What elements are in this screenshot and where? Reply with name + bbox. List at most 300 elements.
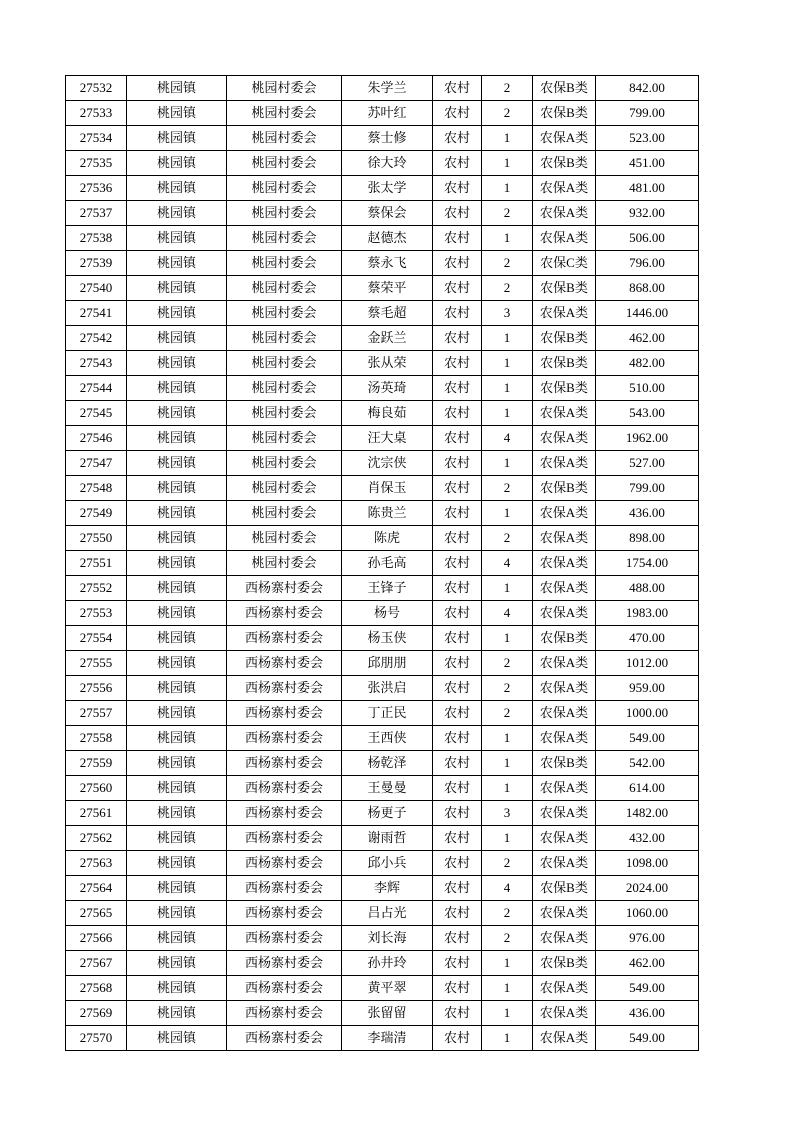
cell-person-count: 1	[482, 151, 533, 176]
cell-amount: 549.00	[596, 1026, 699, 1051]
cell-residence-type: 农村	[433, 901, 482, 926]
cell-residence-type: 农村	[433, 926, 482, 951]
cell-insurance-category: 农保B类	[533, 951, 596, 976]
cell-residence-type: 农村	[433, 276, 482, 301]
table-row	[66, 251, 699, 276]
cell-insurance-category: 农保A类	[533, 451, 596, 476]
cell-id: 27544	[66, 376, 127, 401]
cell-town: 桃园镇	[127, 601, 227, 626]
cell-insurance-category: 农保A类	[533, 701, 596, 726]
cell-town: 桃园镇	[127, 1026, 227, 1051]
cell-person-count: 1	[482, 501, 533, 526]
cell-amount: 506.00	[596, 226, 699, 251]
cell-id: 27545	[66, 401, 127, 426]
payment-table	[65, 75, 699, 1051]
table-row	[66, 1026, 699, 1051]
cell-person-count: 1	[482, 126, 533, 151]
cell-insurance-category: 农保B类	[533, 151, 596, 176]
cell-village-committee: 西杨寨村委会	[227, 726, 342, 751]
cell-village-committee: 桃园村委会	[227, 176, 342, 201]
cell-person-count: 1	[482, 451, 533, 476]
cell-residence-type: 农村	[433, 726, 482, 751]
cell-town: 桃园镇	[127, 326, 227, 351]
cell-name: 王曼曼	[342, 776, 433, 801]
table-row	[66, 451, 699, 476]
cell-town: 桃园镇	[127, 651, 227, 676]
cell-id: 27559	[66, 751, 127, 776]
cell-village-committee: 西杨寨村委会	[227, 776, 342, 801]
cell-id: 27562	[66, 826, 127, 851]
cell-insurance-category: 农保A类	[533, 1001, 596, 1026]
cell-village-committee: 西杨寨村委会	[227, 576, 342, 601]
table-row	[66, 226, 699, 251]
table-row	[66, 326, 699, 351]
cell-village-committee: 西杨寨村委会	[227, 751, 342, 776]
cell-amount: 898.00	[596, 526, 699, 551]
cell-residence-type: 农村	[433, 651, 482, 676]
cell-village-committee: 桃园村委会	[227, 251, 342, 276]
cell-id: 27552	[66, 576, 127, 601]
cell-person-count: 4	[482, 426, 533, 451]
cell-residence-type: 农村	[433, 376, 482, 401]
cell-insurance-category: 农保B类	[533, 751, 596, 776]
cell-insurance-category: 农保A类	[533, 301, 596, 326]
cell-name: 王锋子	[342, 576, 433, 601]
cell-person-count: 3	[482, 801, 533, 826]
cell-village-committee: 桃园村委会	[227, 301, 342, 326]
cell-town: 桃园镇	[127, 176, 227, 201]
cell-person-count: 1	[482, 626, 533, 651]
cell-insurance-category: 农保B类	[533, 276, 596, 301]
cell-amount: 1060.00	[596, 901, 699, 926]
cell-amount: 1000.00	[596, 701, 699, 726]
cell-village-committee: 西杨寨村委会	[227, 801, 342, 826]
cell-town: 桃园镇	[127, 451, 227, 476]
cell-amount: 1482.00	[596, 801, 699, 826]
cell-person-count: 1	[482, 326, 533, 351]
cell-name: 李辉	[342, 876, 433, 901]
cell-village-committee: 桃园村委会	[227, 276, 342, 301]
cell-residence-type: 农村	[433, 526, 482, 551]
cell-name: 金跃兰	[342, 326, 433, 351]
cell-id: 27564	[66, 876, 127, 901]
cell-town: 桃园镇	[127, 926, 227, 951]
cell-insurance-category: 农保A类	[533, 551, 596, 576]
cell-amount: 549.00	[596, 726, 699, 751]
cell-residence-type: 农村	[433, 951, 482, 976]
cell-amount: 614.00	[596, 776, 699, 801]
cell-residence-type: 农村	[433, 151, 482, 176]
cell-residence-type: 农村	[433, 576, 482, 601]
cell-town: 桃园镇	[127, 501, 227, 526]
cell-person-count: 2	[482, 651, 533, 676]
cell-village-committee: 西杨寨村委会	[227, 701, 342, 726]
cell-amount: 510.00	[596, 376, 699, 401]
cell-residence-type: 农村	[433, 1026, 482, 1051]
cell-person-count: 3	[482, 301, 533, 326]
cell-id: 27550	[66, 526, 127, 551]
cell-town: 桃园镇	[127, 701, 227, 726]
table-row	[66, 526, 699, 551]
cell-village-committee: 桃园村委会	[227, 426, 342, 451]
cell-village-committee: 西杨寨村委会	[227, 601, 342, 626]
table-row	[66, 901, 699, 926]
cell-amount: 432.00	[596, 826, 699, 851]
table-row	[66, 476, 699, 501]
cell-town: 桃园镇	[127, 901, 227, 926]
cell-person-count: 1	[482, 976, 533, 1001]
cell-village-committee: 西杨寨村委会	[227, 976, 342, 1001]
cell-name: 杨更子	[342, 801, 433, 826]
cell-name: 谢雨哲	[342, 826, 433, 851]
cell-amount: 488.00	[596, 576, 699, 601]
cell-village-committee: 桃园村委会	[227, 201, 342, 226]
cell-person-count: 4	[482, 876, 533, 901]
cell-insurance-category: 农保A类	[533, 851, 596, 876]
table-row	[66, 276, 699, 301]
cell-village-committee: 桃园村委会	[227, 151, 342, 176]
cell-name: 杨号	[342, 601, 433, 626]
cell-name: 张留留	[342, 1001, 433, 1026]
cell-town: 桃园镇	[127, 301, 227, 326]
cell-insurance-category: 农保A类	[533, 501, 596, 526]
cell-town: 桃园镇	[127, 401, 227, 426]
table-row	[66, 551, 699, 576]
cell-person-count: 1	[482, 576, 533, 601]
cell-id: 27546	[66, 426, 127, 451]
cell-town: 桃园镇	[127, 751, 227, 776]
cell-amount: 796.00	[596, 251, 699, 276]
cell-name: 杨乾泽	[342, 751, 433, 776]
cell-name: 汤英琦	[342, 376, 433, 401]
cell-person-count: 1	[482, 951, 533, 976]
cell-residence-type: 农村	[433, 876, 482, 901]
cell-residence-type: 农村	[433, 401, 482, 426]
cell-town: 桃园镇	[127, 101, 227, 126]
cell-town: 桃园镇	[127, 676, 227, 701]
table-row	[66, 626, 699, 651]
cell-village-committee: 西杨寨村委会	[227, 826, 342, 851]
cell-amount: 549.00	[596, 976, 699, 1001]
cell-town: 桃园镇	[127, 576, 227, 601]
cell-residence-type: 农村	[433, 201, 482, 226]
cell-residence-type: 农村	[433, 751, 482, 776]
cell-insurance-category: 农保B类	[533, 351, 596, 376]
cell-insurance-category: 农保B类	[533, 326, 596, 351]
cell-town: 桃园镇	[127, 351, 227, 376]
cell-amount: 959.00	[596, 676, 699, 701]
cell-name: 王西侠	[342, 726, 433, 751]
cell-insurance-category: 农保B类	[533, 476, 596, 501]
cell-person-count: 1	[482, 1001, 533, 1026]
table-row	[66, 176, 699, 201]
cell-insurance-category: 农保A类	[533, 201, 596, 226]
cell-person-count: 2	[482, 201, 533, 226]
table-row	[66, 801, 699, 826]
cell-amount: 542.00	[596, 751, 699, 776]
cell-town: 桃园镇	[127, 626, 227, 651]
cell-village-committee: 桃园村委会	[227, 476, 342, 501]
cell-amount: 436.00	[596, 501, 699, 526]
table-row	[66, 976, 699, 1001]
cell-insurance-category: 农保C类	[533, 251, 596, 276]
cell-id: 27541	[66, 301, 127, 326]
cell-person-count: 2	[482, 251, 533, 276]
cell-id: 27560	[66, 776, 127, 801]
cell-id: 27561	[66, 801, 127, 826]
cell-amount: 462.00	[596, 951, 699, 976]
cell-person-count: 1	[482, 226, 533, 251]
cell-id: 27532	[66, 76, 127, 101]
table-row	[66, 701, 699, 726]
cell-residence-type: 农村	[433, 301, 482, 326]
cell-person-count: 2	[482, 101, 533, 126]
cell-amount: 1754.00	[596, 551, 699, 576]
cell-name: 陈虎	[342, 526, 433, 551]
cell-person-count: 2	[482, 76, 533, 101]
cell-person-count: 2	[482, 676, 533, 701]
cell-amount: 1098.00	[596, 851, 699, 876]
cell-insurance-category: 农保A类	[533, 401, 596, 426]
cell-village-committee: 西杨寨村委会	[227, 676, 342, 701]
cell-amount: 868.00	[596, 276, 699, 301]
cell-village-committee: 桃园村委会	[227, 101, 342, 126]
cell-village-committee: 桃园村委会	[227, 126, 342, 151]
table-row	[66, 76, 699, 101]
cell-id: 27547	[66, 451, 127, 476]
cell-person-count: 2	[482, 851, 533, 876]
cell-town: 桃园镇	[127, 1001, 227, 1026]
cell-amount: 523.00	[596, 126, 699, 151]
cell-id: 27537	[66, 201, 127, 226]
cell-name: 杨玉侠	[342, 626, 433, 651]
cell-village-committee: 西杨寨村委会	[227, 626, 342, 651]
table-row	[66, 151, 699, 176]
cell-village-committee: 西杨寨村委会	[227, 926, 342, 951]
cell-name: 肖保玉	[342, 476, 433, 501]
table-row	[66, 726, 699, 751]
cell-amount: 543.00	[596, 401, 699, 426]
cell-amount: 976.00	[596, 926, 699, 951]
cell-id: 27570	[66, 1026, 127, 1051]
cell-name: 汪大桌	[342, 426, 433, 451]
cell-town: 桃园镇	[127, 976, 227, 1001]
cell-residence-type: 农村	[433, 226, 482, 251]
cell-name: 李瑞清	[342, 1026, 433, 1051]
cell-village-committee: 西杨寨村委会	[227, 1026, 342, 1051]
table-row	[66, 301, 699, 326]
cell-person-count: 1	[482, 826, 533, 851]
cell-insurance-category: 农保A类	[533, 976, 596, 1001]
cell-amount: 482.00	[596, 351, 699, 376]
cell-village-committee: 桃园村委会	[227, 351, 342, 376]
cell-name: 蔡保会	[342, 201, 433, 226]
cell-name: 吕占光	[342, 901, 433, 926]
cell-person-count: 2	[482, 926, 533, 951]
cell-name: 苏叶红	[342, 101, 433, 126]
cell-insurance-category: 农保A类	[533, 426, 596, 451]
cell-id: 27556	[66, 676, 127, 701]
cell-town: 桃园镇	[127, 726, 227, 751]
cell-town: 桃园镇	[127, 551, 227, 576]
cell-residence-type: 农村	[433, 251, 482, 276]
cell-insurance-category: 农保A类	[533, 176, 596, 201]
cell-town: 桃园镇	[127, 826, 227, 851]
table-row	[66, 676, 699, 701]
cell-town: 桃园镇	[127, 476, 227, 501]
table-row	[66, 401, 699, 426]
cell-town: 桃园镇	[127, 426, 227, 451]
cell-amount: 527.00	[596, 451, 699, 476]
cell-name: 张太学	[342, 176, 433, 201]
cell-amount: 436.00	[596, 1001, 699, 1026]
cell-insurance-category: 农保A类	[533, 676, 596, 701]
cell-residence-type: 农村	[433, 601, 482, 626]
cell-amount: 451.00	[596, 151, 699, 176]
table-row	[66, 651, 699, 676]
cell-id: 27536	[66, 176, 127, 201]
cell-person-count: 2	[482, 526, 533, 551]
cell-residence-type: 农村	[433, 501, 482, 526]
cell-town: 桃园镇	[127, 76, 227, 101]
cell-village-committee: 桃园村委会	[227, 451, 342, 476]
cell-id: 27540	[66, 276, 127, 301]
cell-person-count: 1	[482, 176, 533, 201]
cell-village-committee: 西杨寨村委会	[227, 851, 342, 876]
cell-residence-type: 农村	[433, 176, 482, 201]
cell-person-count: 1	[482, 751, 533, 776]
cell-insurance-category: 农保A类	[533, 1026, 596, 1051]
cell-person-count: 2	[482, 276, 533, 301]
cell-residence-type: 农村	[433, 451, 482, 476]
cell-town: 桃园镇	[127, 951, 227, 976]
cell-id: 27535	[66, 151, 127, 176]
cell-id: 27551	[66, 551, 127, 576]
cell-id: 27534	[66, 126, 127, 151]
cell-person-count: 1	[482, 401, 533, 426]
cell-village-committee: 西杨寨村委会	[227, 651, 342, 676]
cell-residence-type: 农村	[433, 701, 482, 726]
table-row	[66, 376, 699, 401]
cell-amount: 470.00	[596, 626, 699, 651]
cell-residence-type: 农村	[433, 126, 482, 151]
cell-residence-type: 农村	[433, 326, 482, 351]
cell-amount: 462.00	[596, 326, 699, 351]
cell-name: 丁正民	[342, 701, 433, 726]
cell-name: 孙毛高	[342, 551, 433, 576]
cell-insurance-category: 农保A类	[533, 726, 596, 751]
table-row	[66, 351, 699, 376]
cell-name: 沈宗侠	[342, 451, 433, 476]
cell-amount: 842.00	[596, 76, 699, 101]
cell-person-count: 4	[482, 551, 533, 576]
cell-name: 朱学兰	[342, 76, 433, 101]
cell-residence-type: 农村	[433, 1001, 482, 1026]
cell-id: 27566	[66, 926, 127, 951]
cell-village-committee: 西杨寨村委会	[227, 901, 342, 926]
cell-name: 张从荣	[342, 351, 433, 376]
cell-person-count: 1	[482, 776, 533, 801]
cell-town: 桃园镇	[127, 526, 227, 551]
cell-id: 27548	[66, 476, 127, 501]
cell-village-committee: 西杨寨村委会	[227, 876, 342, 901]
cell-village-committee: 桃园村委会	[227, 326, 342, 351]
cell-insurance-category: 农保A类	[533, 901, 596, 926]
cell-id: 27554	[66, 626, 127, 651]
cell-name: 蔡永飞	[342, 251, 433, 276]
cell-town: 桃园镇	[127, 151, 227, 176]
cell-id: 27563	[66, 851, 127, 876]
table-row	[66, 951, 699, 976]
cell-person-count: 2	[482, 701, 533, 726]
cell-residence-type: 农村	[433, 676, 482, 701]
cell-residence-type: 农村	[433, 776, 482, 801]
cell-residence-type: 农村	[433, 826, 482, 851]
cell-amount: 481.00	[596, 176, 699, 201]
cell-insurance-category: 农保A类	[533, 801, 596, 826]
cell-id: 27539	[66, 251, 127, 276]
cell-id: 27533	[66, 101, 127, 126]
cell-person-count: 1	[482, 1026, 533, 1051]
cell-amount: 799.00	[596, 101, 699, 126]
table-row	[66, 576, 699, 601]
cell-amount: 1983.00	[596, 601, 699, 626]
table-row	[66, 751, 699, 776]
cell-residence-type: 农村	[433, 551, 482, 576]
cell-town: 桃园镇	[127, 201, 227, 226]
cell-insurance-category: 农保A类	[533, 126, 596, 151]
cell-insurance-category: 农保A类	[533, 926, 596, 951]
cell-village-committee: 桃园村委会	[227, 526, 342, 551]
cell-residence-type: 农村	[433, 976, 482, 1001]
cell-town: 桃园镇	[127, 276, 227, 301]
cell-id: 27567	[66, 951, 127, 976]
cell-amount: 1962.00	[596, 426, 699, 451]
table-row	[66, 876, 699, 901]
table-row	[66, 126, 699, 151]
cell-insurance-category: 农保B类	[533, 626, 596, 651]
cell-insurance-category: 农保A类	[533, 526, 596, 551]
cell-id: 27549	[66, 501, 127, 526]
cell-village-committee: 桃园村委会	[227, 76, 342, 101]
cell-residence-type: 农村	[433, 851, 482, 876]
table-row	[66, 926, 699, 951]
cell-name: 梅良茹	[342, 401, 433, 426]
table-row	[66, 601, 699, 626]
cell-id: 27543	[66, 351, 127, 376]
table-row	[66, 776, 699, 801]
cell-insurance-category: 农保A类	[533, 776, 596, 801]
cell-person-count: 1	[482, 351, 533, 376]
cell-residence-type: 农村	[433, 801, 482, 826]
cell-town: 桃园镇	[127, 776, 227, 801]
cell-village-committee: 桃园村委会	[227, 401, 342, 426]
table-row	[66, 501, 699, 526]
cell-village-committee: 西杨寨村委会	[227, 951, 342, 976]
table-row	[66, 101, 699, 126]
cell-amount: 1446.00	[596, 301, 699, 326]
cell-residence-type: 农村	[433, 626, 482, 651]
cell-insurance-category: 农保A类	[533, 601, 596, 626]
table-row	[66, 851, 699, 876]
cell-village-committee: 桃园村委会	[227, 226, 342, 251]
cell-town: 桃园镇	[127, 126, 227, 151]
cell-amount: 932.00	[596, 201, 699, 226]
cell-person-count: 2	[482, 901, 533, 926]
table-row	[66, 426, 699, 451]
cell-village-committee: 桃园村委会	[227, 501, 342, 526]
cell-name: 邱朋朋	[342, 651, 433, 676]
